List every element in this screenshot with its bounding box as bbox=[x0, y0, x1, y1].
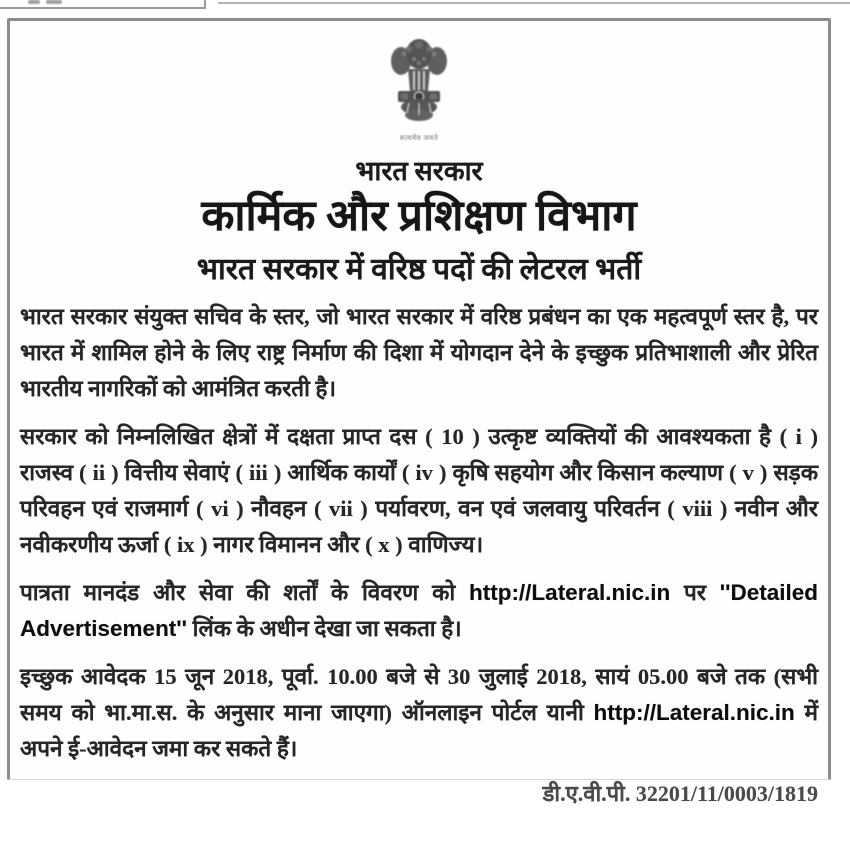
paragraph-eligibility-url: पात्रता मानदंड और सेवा की शर्तों के विवरण को http://Lateral.nic.in पर ''Detailed Advertisement'' लिंक के अधीन देखा जा सकता है। bbox=[20, 580, 819, 641]
emblem bbox=[16, 37, 822, 143]
cropped-panel-edge bbox=[0, 7, 206, 9]
cropped-panel-edge bbox=[218, 2, 850, 4]
paragraph-sectors-list: सरकार को निम्नलिखित क्षेत्रों में दक्षता प्राप्त दस ( 10 ) उत्कृष्ट व्यक्तियों की आवश्यकता है ( i ) राजस्व ( ii ) वित्तीय सेवाएं ( iii ) आर्थिक कार्यों ( iv ) कृषि सहयोग और किसान कल्याण ( v ) सड़क परिवहन एवं राजमार्ग ( vi ) नौवहन ( vii ) पर्यावरण, वन एवं जलवायु परिवर्तन ( viii ) नवीन और नवीकरणीय ऊर्जा ( ix ) नागर विमानन और ( x ) वाणिज्य। bbox=[20, 424, 818, 557]
davp-reference-number: डी.ए.वी.पी. 32201/11/0003/1819 bbox=[542, 781, 818, 806]
cropped-ui-fragment bbox=[46, 0, 62, 4]
emblem-motto: सत्यमेव जयते bbox=[399, 134, 439, 142]
header-department-title: कार्मिक और प्रशिक्षण विभाग bbox=[201, 193, 637, 240]
cropped-panel-corner bbox=[204, 0, 206, 9]
header-government-of-india: भारत सरकार bbox=[355, 156, 483, 186]
advertisement-body bbox=[16, 299, 822, 767]
advertisement-box bbox=[7, 18, 831, 806]
paragraph-intro: भारत सरकार संयुक्त सचिव के स्तर, जो भारत सरकार में वरिष्ठ प्रबंधन का एक महत्वपूर्ण स्तर है, पर भारत में शामिल होने के लिए राष्ट्र निर्माण की दिशा में योगदान देने के इच्छुक प्रतिभाशाली और प्रेरित भारतीय नागरिकों को आमंत्रित करती है। bbox=[20, 304, 818, 401]
header-lateral-recruitment-subtitle: भारत सरकार में वरिष्ठ पदों की लेटरल भर्ती bbox=[196, 253, 642, 286]
ashoka-lion-capital-icon bbox=[378, 37, 460, 133]
cropped-ui-fragment bbox=[28, 0, 40, 4]
paragraph-application-dates: इच्छुक आवेदक 15 जून 2018, पूर्वा. 10.00 बजे से 30 जुलाई 2018, सायं 05.00 बजे तक (सभी समय को भा.मा.स. के अनुसार माना जाएगा) ऑनलाइन पोर्टल यानी http://Lateral.nic.in में अपने ई-आवेदन जमा कर सकते हैं। bbox=[20, 664, 818, 761]
